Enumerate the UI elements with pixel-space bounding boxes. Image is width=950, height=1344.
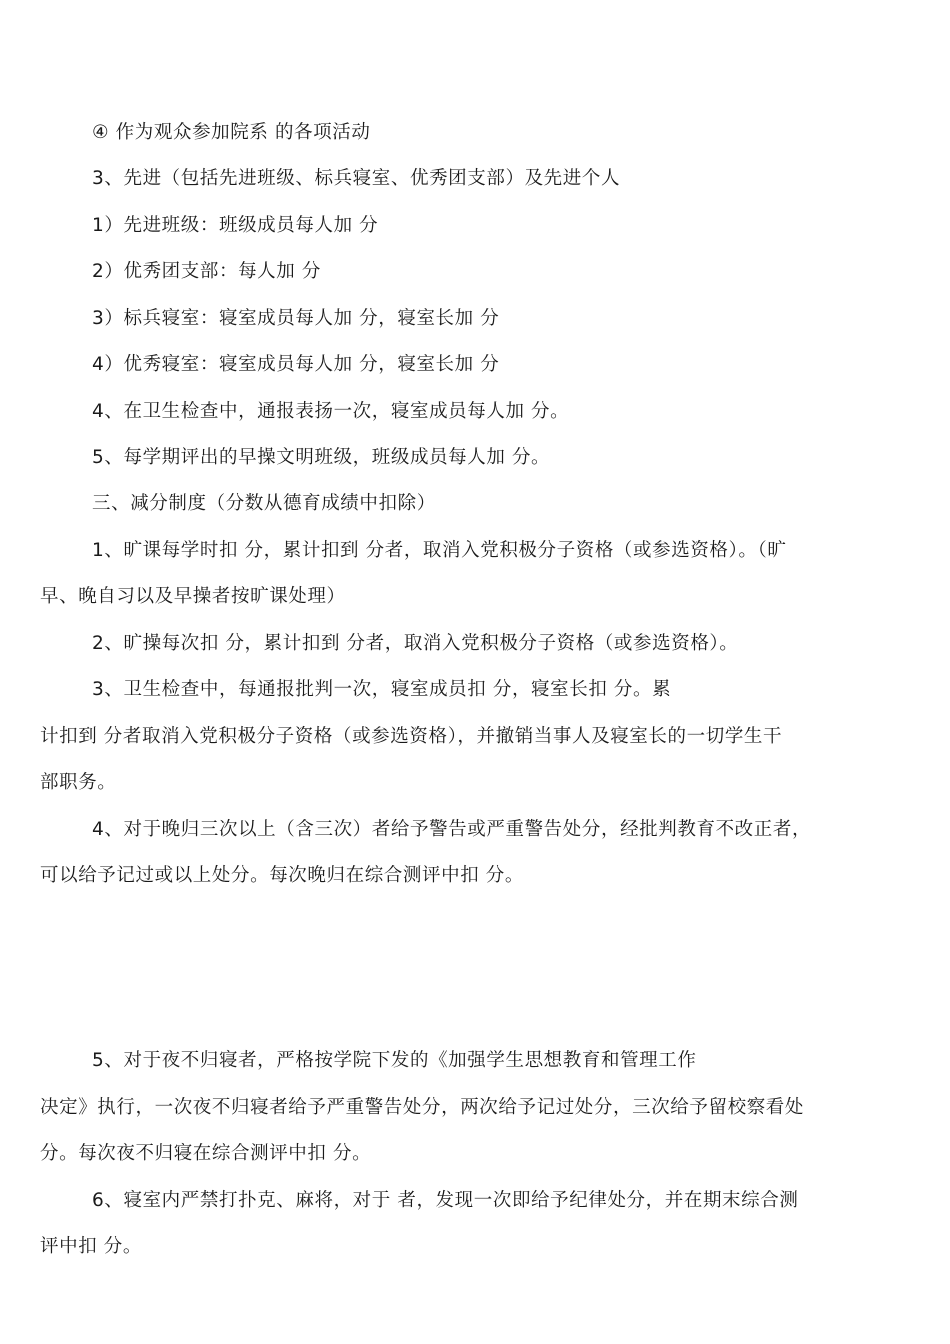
section-deduction-heading: 三、减分制度（分数从德育成绩中扣除） xyxy=(92,493,436,514)
paragraph-overnight-line-3: 分。每次夜不归寝在综合测评中扣 分。 xyxy=(40,1143,372,1164)
item-excellent-league-branch: 2）优秀团支部：每人加 分 xyxy=(92,261,321,282)
paragraph-overnight-line-1: 5、对于夜不归寝者，严格按学院下发的《加强学生思想教育和管理工作 xyxy=(92,1050,697,1071)
section-advanced-heading: 3、先进（包括先进班级、标兵寝室、优秀团支部）及先进个人 xyxy=(92,168,621,189)
item-attend-activities: ④ 作为观众参加院系 的各项活动 xyxy=(92,122,371,143)
paragraph-overnight-line-2: 决定》执行，一次夜不归寝者给予严重警告处分，两次给予记过处分，三次给予留校察看处 xyxy=(40,1097,805,1118)
item-hygiene-praise: 4、在卫生检查中，通报表扬一次，寝室成员每人加 分。 xyxy=(92,401,570,422)
item-excellent-dormitory: 4）优秀寝室：寝室成员每人加 分，寝室长加 分 xyxy=(92,354,500,375)
paragraph-exercise-absence: 2、旷操每次扣 分，累计扣到 分者，取消入党积极分子资格（或参选资格）。 xyxy=(92,633,739,654)
paragraph-hygiene-line-1: 3、卫生检查中，每通报批判一次，寝室成员扣 分，寝室长扣 分。累 xyxy=(92,679,672,700)
paragraph-hygiene-line-2: 计扣到 分者取消入党积极分子资格（或参选资格），并撤销当事人及寝室长的一切学生干 xyxy=(40,726,783,747)
paragraph-truancy-line-1: 1、旷课每学时扣 分，累计扣到 分者，取消入党积极分子资格（或参选资格）。（旷 xyxy=(92,540,787,561)
paragraph-gambling-line-2: 评中扣 分。 xyxy=(40,1236,142,1257)
paragraph-truancy-line-2: 早、晚自习以及早操者按旷课处理） xyxy=(40,586,346,607)
paragraph-late-return-line-1: 4、对于晚归三次以上（含三次）者给予警告或严重警告处分，经批判教育不改正者， xyxy=(92,819,812,840)
paragraph-gambling-line-1: 6、寝室内严禁打扑克、麻将，对于 者，发现一次即给予纪律处分，并在期末综合测 xyxy=(92,1190,799,1211)
item-advanced-class: 1）先进班级：班级成员每人加 分 xyxy=(92,215,379,236)
paragraph-late-return-line-2: 可以给予记过或以上处分。每次晚归在综合测评中扣 分。 xyxy=(40,865,524,886)
paragraph-hygiene-line-3: 部职务。 xyxy=(40,772,117,793)
item-model-dormitory: 3）标兵寝室：寝室成员每人加 分，寝室长加 分 xyxy=(92,308,500,329)
item-morning-exercise-class: 5、每学期评出的早操文明班级，班级成员每人加 分。 xyxy=(92,447,551,468)
